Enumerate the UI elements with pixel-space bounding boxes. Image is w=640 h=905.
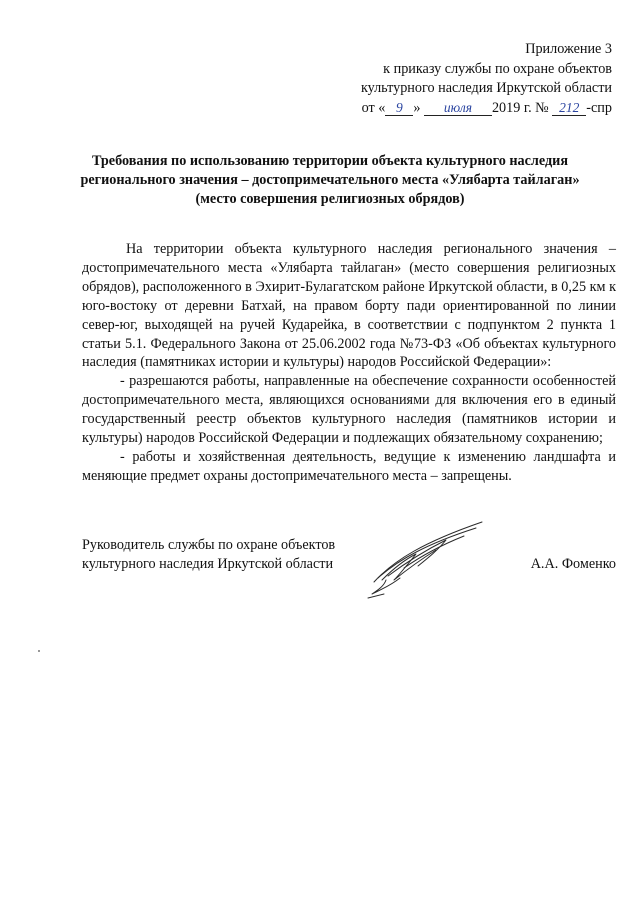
signatory-position: [82, 536, 335, 574]
body-paragraph: На территории объекта культурного наследия регионального значения – достопримечательного места «Улябарта тайлаган» (место совершения религиозных обрядов), расположенного в Эхирит-Булагатском районе Иркутской области, в 0,25 км к юго-востоку от деревни Батхай, на правом борту пади ориентированной по линии север-юг, выходящей на ручей Кударейка, в соответствии с подпунктом 2 пункта 1 статьи 5.1. Федерального Закона от 25.06.2002 года №73-ФЗ «Об объектах культурного наследия (памятниках истории и культуры) народов Российской Федерации»:: [82, 241, 616, 371]
appendix-number: Приложение 3: [525, 41, 612, 57]
appendix-order-ref: к приказу службы по охране объектов: [383, 60, 612, 77]
signatory-name: А.А. Фоменко: [530, 556, 616, 572]
body-list-item-prohibited: - работы и хозяйственная деятельность, ведущие к изменению ландшафта и меняющие предмет охраны достопримечательного места – запрещены.: [82, 448, 616, 484]
appendix-date-line: [252, 99, 612, 119]
appendix-header: [252, 40, 612, 118]
title-line-1: Требования по использованию территории объекта культурного наследия: [91, 153, 569, 169]
order-number-handwritten: 212: [552, 101, 586, 116]
document-title: [70, 152, 590, 209]
document-body: [82, 240, 616, 486]
date-month-handwritten: июля: [424, 101, 492, 116]
signature-block: [82, 532, 616, 602]
signatory-position-line-1: Руководитель службы по охране объектов: [82, 537, 336, 553]
body-list-item-allowed: - разрешаются работы, направленные на обеспечение сохранности особенностей достопримечательного места, являющихся основаниями для включения его в единый государственный реестр объектов культурного наследия (памятников истории и культуры) народов Российской Федерации и подлежащих обязательному сохранению;: [82, 373, 616, 447]
title-line-2: регионального значения – достопримечательного места «Улябарта тайлаган»: [80, 172, 580, 188]
handwritten-signature: [364, 520, 494, 600]
scan-speck: [38, 650, 40, 652]
signatory-position-line-2: культурного наследия Иркутской области: [82, 556, 334, 572]
date-mid: »: [413, 99, 421, 116]
date-day-handwritten: 9: [385, 101, 413, 116]
date-prefix: от «: [361, 99, 386, 116]
title-line-3: (место совершения религиозных обрядов): [195, 191, 465, 207]
appendix-authority: культурного наследия Иркутской области: [360, 80, 612, 96]
order-suffix: -спр: [586, 99, 612, 116]
date-year: 2019 г. №: [491, 99, 549, 116]
